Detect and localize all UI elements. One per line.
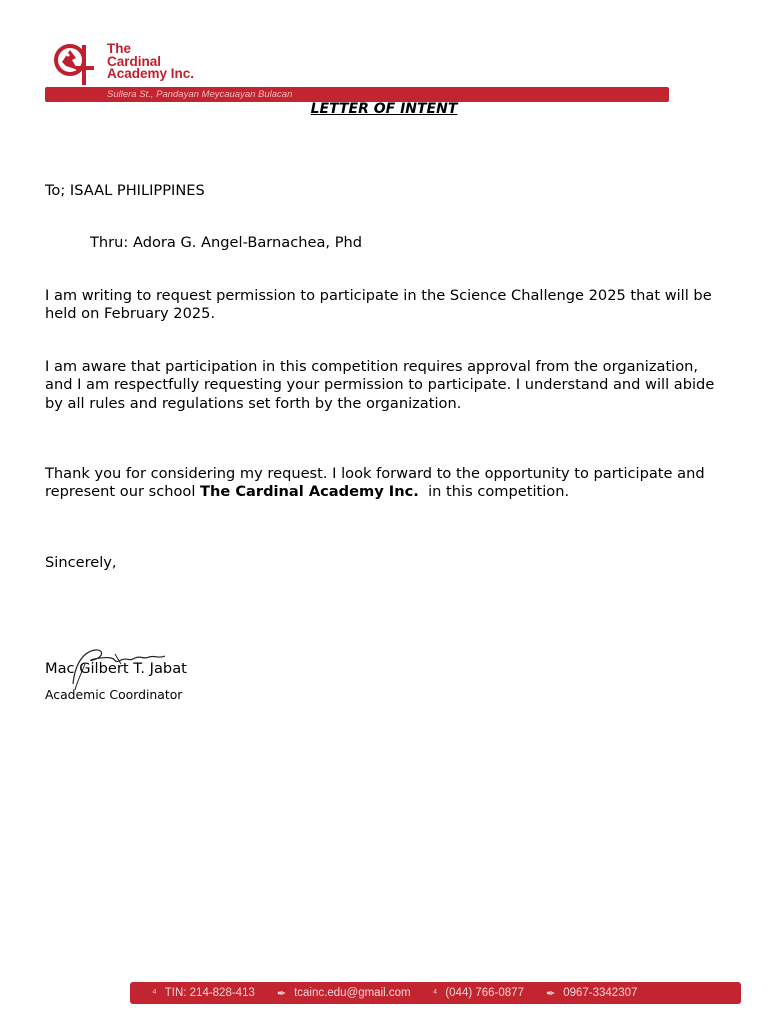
footer-mobile	[546, 987, 637, 1000]
paragraph-awareness: I am aware that participation in this competition requires approval from the organization, and I am respectfully requesting your permission to participate. I understand and will abide by all rules and regulations set forth by the organization.	[45, 358, 715, 412]
paragraph-thanks-text: Thank you for considering my request. I look forward to the opportunity to participate and represent our school	[45, 465, 705, 501]
school-address: Sullera St., Pandayan Meycauayan Bulacan	[107, 89, 293, 100]
letter-title: LETTER OF INTENT	[310, 101, 458, 117]
recipient-line: To; ISAAL PHILIPPINES	[45, 182, 205, 199]
school-name-bold: The Cardinal Academy Inc.	[200, 483, 419, 501]
paragraph-request: I am writing to request permission to participate in the Science Challenge 2025 that will be held on February 2025.	[45, 287, 712, 323]
cardinal-logo-icon	[52, 40, 102, 86]
footer-tin	[152, 987, 255, 999]
header-address-bar	[45, 87, 669, 102]
school-logo	[52, 40, 252, 88]
signer-name: Mac Gilbert T. Jabat	[45, 660, 187, 677]
footer-landline	[433, 987, 524, 999]
paragraph-thanks	[45, 465, 725, 502]
thru-line: Thru: Adora G. Angel-Barnachea, Phd	[90, 234, 363, 251]
email-text: tcainc.edu@gmail.com	[294, 987, 411, 999]
footer-email	[277, 987, 411, 1000]
mobile-text: 0967-3342307	[563, 987, 638, 999]
tin-text: TIN: 214-828-413	[164, 987, 255, 999]
signer-title: Academic Coordinator	[45, 687, 183, 702]
footer-contact-bar	[130, 982, 741, 1004]
paragraph-thanks-end: in this competition.	[418, 483, 570, 501]
school-name: The Cardinal Academy Inc.	[107, 41, 195, 81]
cardinal-mark-icon: ⁴	[432, 987, 438, 999]
closing: Sincerely,	[45, 554, 117, 571]
feather-icon: ✒	[276, 987, 287, 1000]
feather-icon: ✒	[545, 987, 556, 1000]
cardinal-mark-icon: ⁴	[152, 987, 157, 999]
landline-text: (044) 766-0877	[445, 987, 524, 999]
